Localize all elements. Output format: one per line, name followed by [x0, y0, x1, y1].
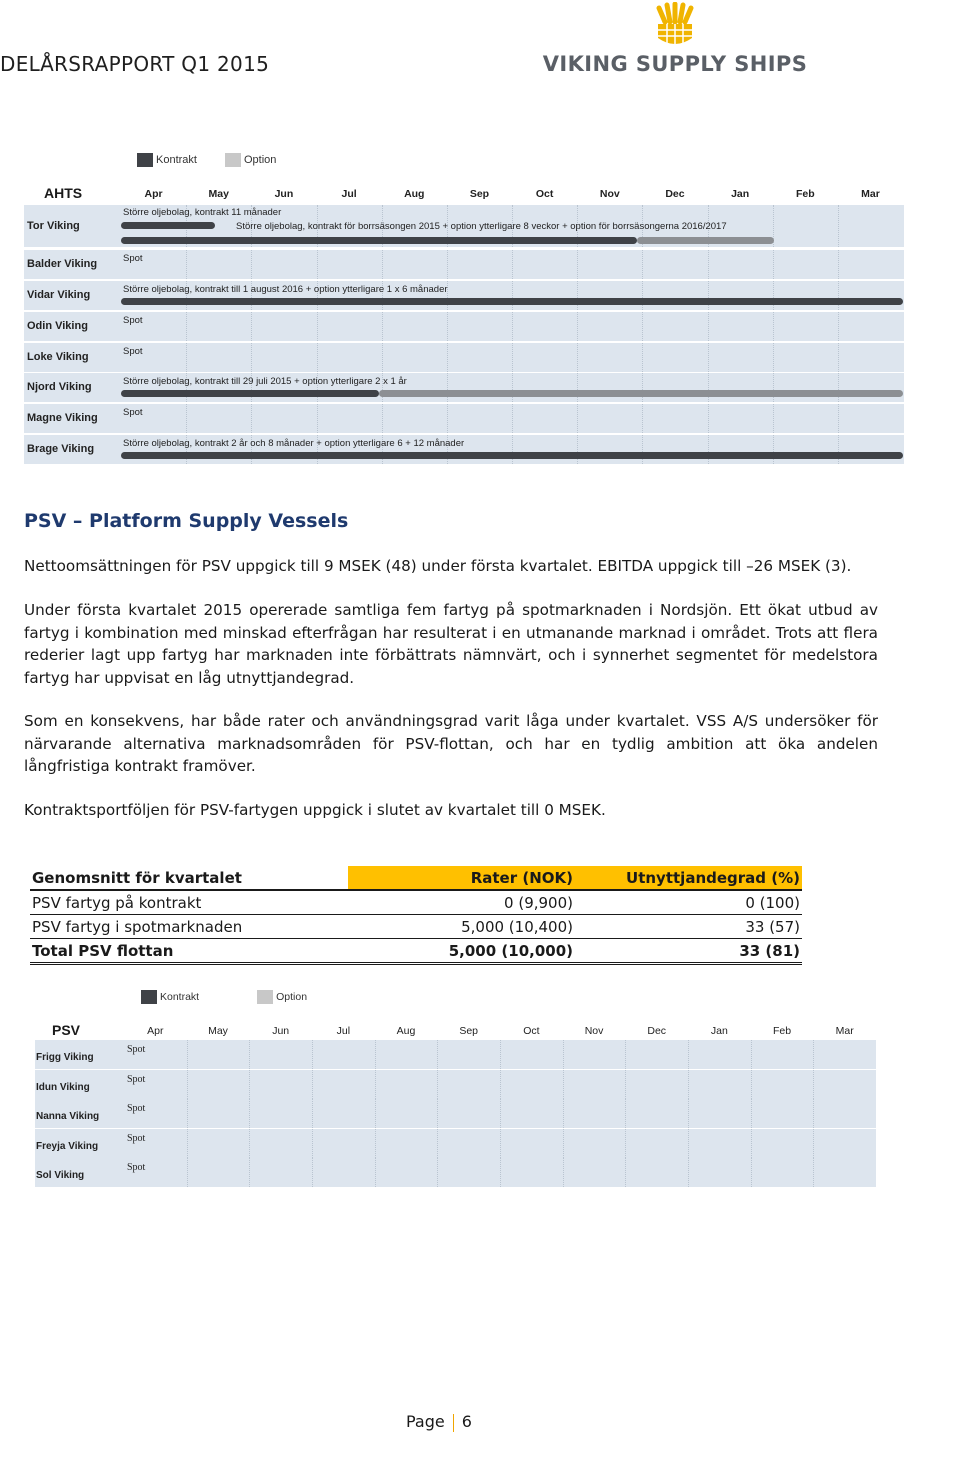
- vessel-row: [35, 1040, 876, 1069]
- vessel-name: Loke Viking: [27, 351, 89, 363]
- month-gridline: [512, 373, 513, 402]
- bar-label: Större oljebolag, kontrakt 11 månader: [123, 207, 282, 218]
- month-label: Jan: [710, 1025, 728, 1037]
- month-gridline: [625, 1040, 626, 1069]
- month-gridline: [773, 312, 774, 341]
- month-gridline: [512, 435, 513, 464]
- bar-label: Spot: [123, 315, 143, 326]
- psv-legend: [141, 990, 335, 1004]
- legend-option-label: Option: [243, 154, 277, 166]
- month-gridline: [500, 1040, 501, 1069]
- vessel-row: [35, 1099, 876, 1128]
- month-gridline: [838, 435, 839, 464]
- bar-label: Större oljebolag, kontrakt till 1 august 2016 + option ytterligare 1 x 6 månader: [123, 284, 448, 295]
- month-gridline: [382, 343, 383, 372]
- timeline-grid: [124, 1040, 876, 1069]
- month-gridline: [249, 1040, 250, 1069]
- kpi-header-row: [30, 866, 802, 890]
- company-logo: [540, 2, 810, 76]
- month-gridline: [512, 281, 513, 310]
- month-gridline: [708, 373, 709, 402]
- month-gridline: [317, 404, 318, 433]
- timeline-grid: [121, 343, 903, 372]
- month-gridline: [838, 250, 839, 279]
- month-gridline: [773, 373, 774, 402]
- vessel-name: Magne Viking: [27, 412, 98, 424]
- month-gridline: [437, 1040, 438, 1069]
- bar-label: Spot: [123, 253, 143, 264]
- month-label: Apr: [147, 1025, 164, 1037]
- page-label: Page: [406, 1412, 445, 1431]
- report-title: DELÅRSRAPPORT Q1 2015: [0, 52, 270, 76]
- month-gridline: [447, 250, 448, 279]
- timeline-grid: [121, 312, 903, 341]
- vessel-name: Idun Viking: [36, 1082, 90, 1093]
- kontrakt-swatch: [141, 990, 157, 1004]
- month-gridline: [249, 1099, 250, 1128]
- month-gridline: [813, 1158, 814, 1187]
- month-gridline: [447, 343, 448, 372]
- month-gridline: [751, 1129, 752, 1158]
- month-label: Mar: [835, 1025, 854, 1037]
- month-label: Mar: [861, 188, 880, 200]
- month-gridline: [751, 1040, 752, 1069]
- month-gridline: [317, 250, 318, 279]
- month-gridline: [688, 1158, 689, 1187]
- row-rate: 0 (9,900): [348, 890, 575, 915]
- paragraph-3: Som en konsekvens, har både rater och användningsgrad varit låga under kvartalet. VSS A/S undersöker för närvarande alternativa marknadsområden för PSV-flottan, och har en tydlig ambition att öka andelen långfristiga kontrakt framöver.: [24, 712, 878, 775]
- bar-label: Större oljebolag, kontrakt 2 år och 8 månader + option ytterligare 6 + 12 månader: [123, 438, 465, 449]
- month-gridline: [382, 250, 383, 279]
- month-gridline: [437, 1129, 438, 1158]
- option-bar: [379, 390, 903, 397]
- month-gridline: [642, 312, 643, 341]
- option-swatch: [225, 153, 241, 167]
- month-gridline: [187, 1070, 188, 1099]
- row-utilization: 33 (81): [575, 939, 802, 964]
- vessel-row: [24, 404, 904, 433]
- month-gridline: [251, 404, 252, 433]
- month-gridline: [577, 312, 578, 341]
- month-gridline: [577, 281, 578, 310]
- paragraph-1: Nettoomsättningen för PSV uppgick till 9 MSEK (48) under första kvartalet. EBITDA uppgick till –26 MSEK (3).: [24, 557, 852, 575]
- month-gridline: [317, 312, 318, 341]
- month-gridline: [375, 1129, 376, 1158]
- ahts-title: AHTS: [44, 185, 83, 201]
- month-gridline: [708, 281, 709, 310]
- kpi-table: [30, 866, 802, 965]
- month-gridline: [186, 312, 187, 341]
- month-gridline: [642, 404, 643, 433]
- month-label: Oct: [523, 1025, 540, 1037]
- month-gridline: [187, 1099, 188, 1128]
- vessel-row: [35, 1070, 876, 1099]
- vessel-name: Njord Viking: [27, 381, 92, 393]
- month-gridline: [447, 312, 448, 341]
- month-gridline: [577, 435, 578, 464]
- timeline-grid: [124, 1129, 876, 1158]
- row-rate: 5,000 (10,400): [348, 915, 575, 939]
- kontrakt-swatch: [137, 153, 153, 167]
- vessel-row: [24, 205, 904, 247]
- month-gridline: [773, 435, 774, 464]
- vessel-name: Frigg Viking: [36, 1052, 94, 1063]
- bar-label: Spot: [127, 1044, 146, 1055]
- vessel-name: Nanna Viking: [36, 1111, 100, 1122]
- month-gridline: [563, 1158, 564, 1187]
- logo-text: VIKING SUPPLY SHIPS: [542, 52, 808, 76]
- row-label: Total PSV flottan: [30, 939, 348, 964]
- month-gridline: [625, 1129, 626, 1158]
- month-gridline: [773, 250, 774, 279]
- month-gridline: [813, 1040, 814, 1069]
- vessel-name: Vidar Viking: [27, 289, 91, 301]
- month-gridline: [375, 1099, 376, 1128]
- bar-label: Större oljebolag, kontrakt för borrsäsongen 2015 + option ytterligare 8 veckor + option för borrsäsongerna 2016/2017: [236, 221, 727, 232]
- month-gridline: [577, 373, 578, 402]
- month-gridline: [838, 404, 839, 433]
- timeline-grid: [121, 250, 903, 279]
- month-gridline: [688, 1099, 689, 1128]
- option-swatch: [257, 990, 273, 1004]
- vessel-row: [24, 373, 904, 402]
- month-gridline: [688, 1040, 689, 1069]
- kontrakt-bar: [121, 237, 637, 244]
- month-label: Sep: [469, 188, 490, 200]
- month-gridline: [708, 312, 709, 341]
- month-gridline: [251, 250, 252, 279]
- month-gridline: [186, 250, 187, 279]
- month-gridline: [708, 435, 709, 464]
- month-label: Apr: [144, 188, 163, 200]
- month-gridline: [577, 250, 578, 279]
- month-gridline: [500, 1129, 501, 1158]
- month-gridline: [382, 312, 383, 341]
- kpi-header-utilization: Utnyttjandegrad (%): [575, 866, 802, 890]
- timeline-grid: [124, 1070, 876, 1099]
- month-gridline: [375, 1158, 376, 1187]
- bar-label: Spot: [123, 407, 143, 418]
- bar-label: Spot: [127, 1162, 146, 1173]
- month-gridline: [187, 1158, 188, 1187]
- month-gridline: [642, 250, 643, 279]
- month-gridline: [312, 1099, 313, 1128]
- psv-month-header: [124, 1025, 876, 1037]
- vessel-name: Odin Viking: [27, 320, 88, 332]
- month-gridline: [642, 435, 643, 464]
- kontrakt-bar: [121, 390, 379, 397]
- month-gridline: [838, 343, 839, 372]
- month-gridline: [382, 404, 383, 433]
- vessel-row: [35, 1129, 876, 1158]
- legend-option: [257, 990, 307, 1004]
- month-gridline: [375, 1070, 376, 1099]
- bar-label: Spot: [123, 346, 143, 357]
- month-gridline: [500, 1158, 501, 1187]
- month-gridline: [512, 343, 513, 372]
- month-gridline: [813, 1099, 814, 1128]
- table-row: [30, 890, 802, 915]
- kpi-header-label: Genomsnitt för kvartalet: [30, 866, 348, 890]
- ahts-month-header: [121, 188, 903, 200]
- month-gridline: [187, 1129, 188, 1158]
- month-label: Dec: [647, 1025, 667, 1037]
- vessel-name: Sol Viking: [36, 1170, 85, 1181]
- month-gridline: [813, 1070, 814, 1099]
- month-gridline: [186, 343, 187, 372]
- month-gridline: [642, 343, 643, 372]
- month-gridline: [312, 1070, 313, 1099]
- month-gridline: [838, 205, 839, 247]
- legend-kontrakt: [137, 153, 197, 167]
- vessel-name: Balder Viking: [27, 258, 98, 270]
- month-gridline: [838, 373, 839, 402]
- paragraph-2: Under första kvartalet 2015 opererade samtliga fem fartyg på spotmarknaden i Nordsjön. Ett ökat utbud av fartyg i kombination med minskad efterfrågan har resulterat i en utmanande marknad i området. Trots att flera rederier lagt upp fartyg har marknaden inte förbättrats nämnvärt, och i synnerhet segmentet för medelstora fartyg har uppvisat en låg utnyttjandegrad.: [24, 601, 878, 687]
- kontrakt-bar: [121, 298, 903, 305]
- month-label: Jun: [272, 1025, 290, 1037]
- month-gridline: [500, 1099, 501, 1128]
- month-gridline: [447, 373, 448, 402]
- month-label: Feb: [795, 188, 815, 200]
- month-gridline: [512, 312, 513, 341]
- month-gridline: [317, 343, 318, 372]
- row-label: PSV fartyg på kontrakt: [30, 890, 348, 915]
- month-label: Nov: [599, 188, 620, 200]
- vessel-row: [24, 312, 904, 341]
- vessel-row: [24, 343, 904, 372]
- ship-emblem-icon: [540, 2, 810, 52]
- month-gridline: [563, 1070, 564, 1099]
- kpi-header-rates: Rater (NOK): [348, 866, 575, 890]
- month-gridline: [187, 1040, 188, 1069]
- month-gridline: [642, 373, 643, 402]
- month-gridline: [625, 1158, 626, 1187]
- month-gridline: [751, 1158, 752, 1187]
- month-gridline: [751, 1070, 752, 1099]
- vessel-row: [24, 435, 904, 464]
- footer-divider: [453, 1414, 454, 1432]
- month-gridline: [437, 1070, 438, 1099]
- month-gridline: [500, 1070, 501, 1099]
- bar-label: Spot: [127, 1103, 146, 1114]
- vessel-name: Tor Viking: [27, 220, 80, 232]
- vessel-name: Brage Viking: [27, 443, 95, 455]
- month-gridline: [251, 343, 252, 372]
- bar-label: Spot: [127, 1133, 146, 1144]
- month-gridline: [773, 404, 774, 433]
- month-label: Jan: [731, 188, 750, 200]
- month-gridline: [708, 404, 709, 433]
- row-rate: 5,000 (10,000): [348, 939, 575, 964]
- month-gridline: [773, 343, 774, 372]
- month-label: Jul: [336, 1025, 351, 1037]
- psv-title: PSV: [52, 1022, 81, 1038]
- paragraph-4: Kontraktsportföljen för PSV-fartygen uppgick i slutet av kvartalet till 0 MSEK.: [24, 801, 606, 819]
- vessel-row: [35, 1158, 876, 1187]
- month-gridline: [813, 1129, 814, 1158]
- section-title: PSV – Platform Supply Vessels: [24, 510, 349, 532]
- month-gridline: [625, 1099, 626, 1128]
- month-label: Oct: [535, 188, 554, 200]
- timeline-grid: [121, 404, 903, 433]
- month-gridline: [375, 1040, 376, 1069]
- month-label: Sep: [459, 1025, 479, 1037]
- ahts-legend: [137, 153, 304, 167]
- vessel-row: [24, 281, 904, 310]
- month-gridline: [312, 1158, 313, 1187]
- vessel-row: [24, 250, 904, 279]
- month-gridline: [708, 343, 709, 372]
- month-gridline: [512, 404, 513, 433]
- total-row: [30, 939, 802, 964]
- vessel-name: Freyja Viking: [36, 1141, 99, 1152]
- timeline-grid: [124, 1158, 876, 1187]
- month-gridline: [563, 1129, 564, 1158]
- month-gridline: [625, 1070, 626, 1099]
- row-utilization: 33 (57): [575, 915, 802, 939]
- month-gridline: [437, 1158, 438, 1187]
- month-label: Jun: [274, 188, 294, 200]
- month-label: Dec: [665, 188, 685, 200]
- page-footer: [406, 1412, 472, 1432]
- legend-kontrakt: [141, 990, 199, 1004]
- legend-kontrakt-label: Kontrakt: [160, 991, 200, 1003]
- month-gridline: [688, 1070, 689, 1099]
- month-gridline: [249, 1129, 250, 1158]
- option-bar: [637, 237, 774, 244]
- month-gridline: [751, 1099, 752, 1128]
- month-gridline: [312, 1040, 313, 1069]
- month-label: Feb: [773, 1025, 792, 1037]
- month-gridline: [437, 1099, 438, 1128]
- bar-label: Större oljebolag, kontrakt till 29 juli 2015 + option ytterligare 2 x 1 år: [123, 376, 407, 387]
- month-label: May: [208, 188, 229, 200]
- month-gridline: [447, 404, 448, 433]
- month-gridline: [708, 250, 709, 279]
- kontrakt-bar: [121, 222, 215, 229]
- month-gridline: [577, 343, 578, 372]
- month-gridline: [688, 1129, 689, 1158]
- bar-label: Spot: [127, 1074, 146, 1085]
- month-gridline: [251, 312, 252, 341]
- page-number: 6: [461, 1412, 472, 1431]
- row-label: PSV fartyg i spotmarknaden: [30, 915, 348, 939]
- month-gridline: [186, 404, 187, 433]
- month-gridline: [563, 1099, 564, 1128]
- month-gridline: [838, 281, 839, 310]
- kontrakt-bar: [121, 452, 903, 459]
- month-gridline: [577, 404, 578, 433]
- timeline-grid: [124, 1099, 876, 1128]
- month-gridline: [249, 1070, 250, 1099]
- month-label: May: [208, 1025, 228, 1037]
- table-row: [30, 915, 802, 939]
- month-gridline: [249, 1158, 250, 1187]
- month-gridline: [512, 250, 513, 279]
- legend-option: [225, 153, 276, 167]
- month-label: Jul: [341, 188, 357, 200]
- legend-option-label: Option: [276, 991, 308, 1003]
- legend-kontrakt-label: Kontrakt: [156, 154, 197, 166]
- month-gridline: [642, 281, 643, 310]
- month-label: Aug: [396, 1025, 416, 1037]
- row-utilization: 0 (100): [575, 890, 802, 915]
- month-label: Aug: [404, 188, 425, 200]
- month-gridline: [773, 281, 774, 310]
- month-gridline: [838, 312, 839, 341]
- month-gridline: [563, 1040, 564, 1069]
- month-gridline: [312, 1129, 313, 1158]
- month-label: Nov: [584, 1025, 604, 1037]
